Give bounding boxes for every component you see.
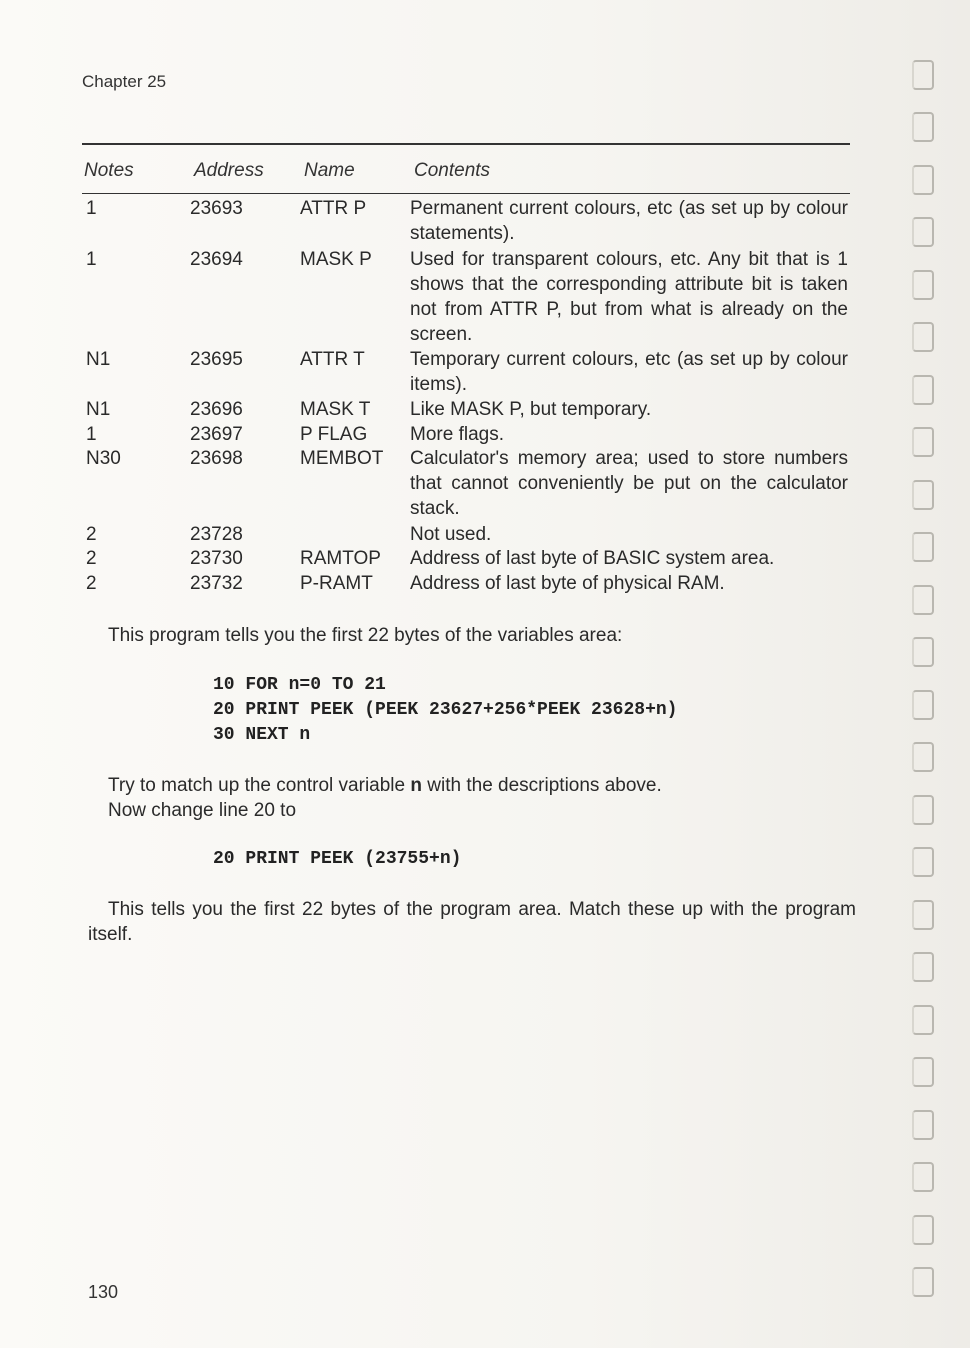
binding-ring xyxy=(912,480,934,510)
cell-notes: 2 xyxy=(86,524,97,545)
cell-notes: N30 xyxy=(86,448,121,469)
code-line: 10 FOR n=0 TO 21 xyxy=(213,675,386,695)
cell-contents: Like MASK P, but temporary. xyxy=(410,399,652,420)
cell-contents: Permanent current colours, etc (as set up by colour statements). xyxy=(410,198,848,244)
cell-name: MASK T xyxy=(300,399,371,420)
binding-ring xyxy=(912,690,934,720)
cell-contents: Not used. xyxy=(410,524,492,545)
cell-address: 23730 xyxy=(190,548,243,569)
cell-address: 23732 xyxy=(190,573,243,594)
binding-ring xyxy=(912,1057,934,1087)
cell-name: P-RAMT xyxy=(300,573,373,594)
cell-address: 23694 xyxy=(190,249,243,270)
cell-address: 23698 xyxy=(190,448,243,469)
binding-ring xyxy=(912,900,934,930)
cell-notes: 2 xyxy=(86,573,97,594)
cell-name: MASK P xyxy=(300,249,372,270)
cell-address: 23697 xyxy=(190,424,243,445)
binding-ring xyxy=(912,532,934,562)
match-text-pre: Try to match up the control variable xyxy=(108,775,411,796)
cell-notes: N1 xyxy=(86,399,111,420)
binding-ring xyxy=(912,1267,934,1297)
page-number: 130 xyxy=(88,1282,119,1302)
cell-notes: N1 xyxy=(86,349,111,370)
binding-ring xyxy=(912,952,934,982)
cell-name: ATTR T xyxy=(300,349,365,370)
column-header-contents: Contents xyxy=(414,160,491,181)
binding-ring xyxy=(912,1162,934,1192)
cell-notes: 1 xyxy=(86,198,97,219)
binding-ring xyxy=(912,165,934,195)
cell-contents: Address of last byte of BASIC system area. xyxy=(410,548,775,569)
table-top-rule xyxy=(82,143,850,145)
binding-ring xyxy=(912,270,934,300)
cell-notes: 2 xyxy=(86,548,97,569)
table-header-rule xyxy=(82,193,850,194)
binding-ring xyxy=(912,60,934,90)
binding-ring xyxy=(912,322,934,352)
cell-address: 23728 xyxy=(190,524,243,545)
cell-name: MEMBOT xyxy=(300,448,384,469)
code-line: 30 NEXT n xyxy=(213,725,311,745)
binding-ring xyxy=(912,427,934,457)
binding-ring xyxy=(912,1215,934,1245)
column-header-name: Name xyxy=(304,160,355,181)
cell-address: 23693 xyxy=(190,198,243,219)
column-header-notes: Notes xyxy=(84,160,134,181)
binding-ring xyxy=(912,375,934,405)
cell-contents: Used for transparent colours, etc. Any bit that is 1 shows that the corresponding attribute bit is taken not from ATTR P, but from what is already on the screen. xyxy=(410,249,848,345)
binding-ring xyxy=(912,742,934,772)
binding-ring xyxy=(912,795,934,825)
spiral-binding xyxy=(908,40,938,1330)
binding-ring xyxy=(912,1110,934,1140)
cell-name: ATTR P xyxy=(300,198,367,219)
binding-ring xyxy=(912,217,934,247)
cell-notes: 1 xyxy=(86,424,97,445)
binding-ring xyxy=(912,585,934,615)
chapter-heading: Chapter 25 xyxy=(82,72,167,91)
cell-contents: More flags. xyxy=(410,424,504,445)
cell-contents: Address of last byte of physical RAM. xyxy=(410,573,725,594)
cell-contents: Calculator's memory area; used to store numbers that cannot conveniently be put on the calculator stack. xyxy=(410,448,848,519)
column-header-address: Address xyxy=(194,160,264,181)
binding-ring xyxy=(912,1005,934,1035)
match-paragraph xyxy=(88,773,856,798)
binding-ring xyxy=(912,112,934,142)
binding-ring xyxy=(912,847,934,877)
code-line-replacement: 20 PRINT PEEK (23755+n) xyxy=(213,849,462,869)
closing-paragraph: This tells you the first 22 bytes of the program area. Match these up with the program itself. xyxy=(88,899,856,945)
cell-name: RAMTOP xyxy=(300,548,381,569)
cell-contents: Temporary current colours, etc (as set up by colour items). xyxy=(410,349,848,395)
cell-notes: 1 xyxy=(86,249,97,270)
control-variable: n xyxy=(410,775,422,796)
cell-address: 23696 xyxy=(190,399,243,420)
binding-ring xyxy=(912,637,934,667)
match-text-post: with the descriptions above. xyxy=(422,775,662,796)
change-line-paragraph: Now change line 20 to xyxy=(108,800,297,821)
intro-paragraph: This program tells you the first 22 bytes of the variables area: xyxy=(108,625,623,646)
cell-name: P FLAG xyxy=(300,424,368,445)
code-line: 20 PRINT PEEK (PEEK 23627+256*PEEK 23628+n) xyxy=(213,700,678,720)
cell-address: 23695 xyxy=(190,349,243,370)
